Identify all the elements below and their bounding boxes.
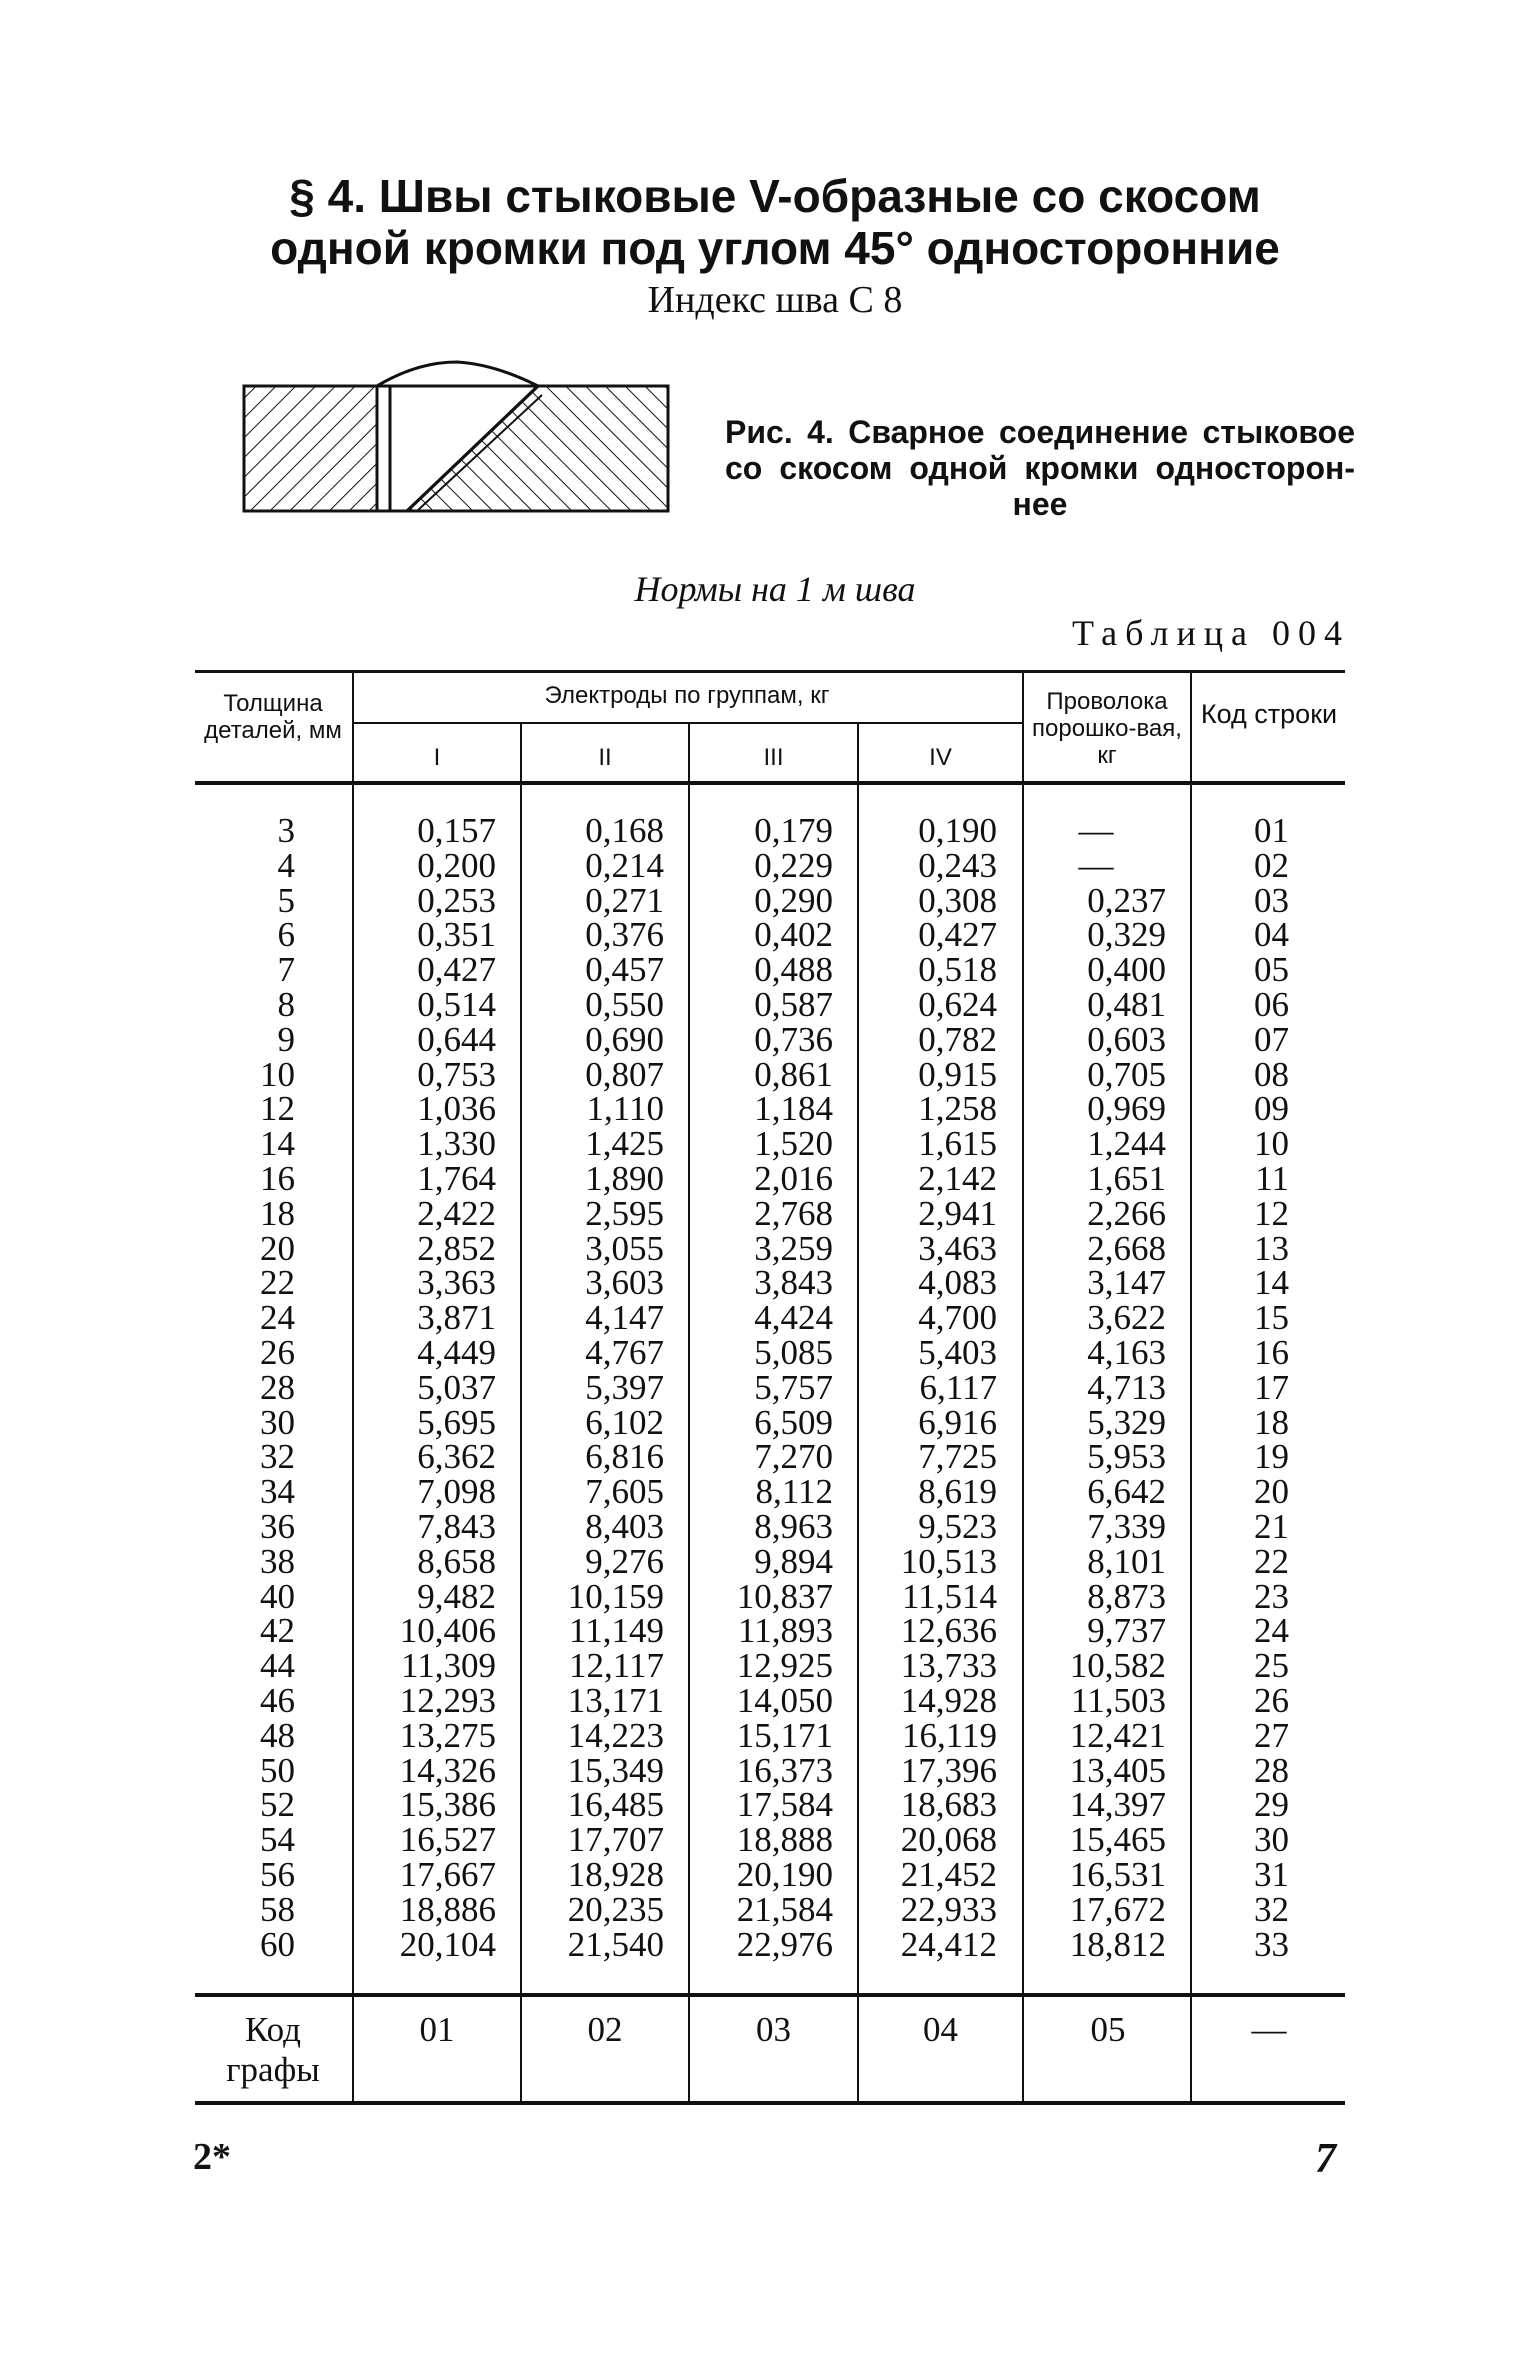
cell-wire: 7,339: [1087, 1506, 1166, 1546]
cell-row-code: 23: [1254, 1576, 1289, 1616]
cell-thickness: 54: [260, 1820, 295, 1860]
header-thickness: Толщина деталей, мм: [204, 690, 342, 744]
table-top-rule: [195, 670, 1345, 673]
header-group-I: I: [433, 744, 441, 771]
cell-row-code: 22: [1254, 1541, 1289, 1581]
cell-group-II: 0,550: [585, 984, 664, 1024]
cell-group-III: 16,373: [736, 1750, 833, 1790]
cell-group-I: 6,362: [417, 1437, 496, 1477]
cell-group-III: 8,112: [755, 1472, 833, 1512]
column-thickness: [200, 811, 295, 1964]
cell-group-III: 0,587: [754, 984, 833, 1024]
cell-row-code: 13: [1254, 1228, 1289, 1268]
cell-group-IV: 0,190: [918, 811, 997, 850]
cell-thickness: 42: [260, 1611, 295, 1651]
cell-group-I: 0,157: [417, 811, 496, 850]
caption-line-3: нее: [1012, 486, 1068, 522]
cell-group-II: 15,349: [567, 1750, 664, 1790]
table-bottom-rule: [195, 2101, 1345, 2105]
cell-row-code: 15: [1254, 1298, 1289, 1338]
cell-group-IV: 16,119: [902, 1715, 997, 1755]
cell-wire: —: [1078, 811, 1114, 850]
cell-group-II: 10,159: [567, 1576, 664, 1616]
cell-thickness: 7: [277, 950, 295, 990]
cell-group-IV: 0,518: [918, 950, 997, 990]
cell-group-II: 1,890: [585, 1158, 664, 1198]
cell-group-III: 14,050: [736, 1680, 833, 1720]
cell-group-II: 9,276: [585, 1541, 664, 1581]
cell-thickness: 56: [260, 1854, 295, 1894]
col-divider-6: [1190, 672, 1192, 2102]
header-group-II: II: [598, 744, 612, 771]
cell-group-II: 8,403: [585, 1506, 664, 1546]
cell-group-I: 12,293: [399, 1680, 496, 1720]
cell-row-code: 06: [1254, 984, 1289, 1024]
cell-group-III: 0,488: [754, 950, 833, 990]
cell-wire: 18,812: [1069, 1924, 1166, 1964]
cell-group-I: 0,427: [417, 950, 496, 990]
cell-row-code: 33: [1254, 1924, 1289, 1964]
cell-row-code: 11: [1255, 1158, 1289, 1198]
cell-group-III: 0,179: [754, 811, 833, 850]
cell-wire: 5,329: [1087, 1402, 1166, 1442]
cell-wire: 16,531: [1069, 1854, 1166, 1894]
cell-row-code: 14: [1254, 1263, 1289, 1303]
cell-group-I: 14,326: [399, 1750, 496, 1790]
cell-row-code: 31: [1254, 1854, 1289, 1894]
cell-thickness: 44: [260, 1646, 295, 1686]
cell-group-IV: 0,782: [918, 1019, 997, 1059]
cell-group-II: 12,117: [569, 1646, 664, 1686]
cell-group-III: 1,184: [754, 1089, 833, 1129]
cell-wire: 8,101: [1087, 1541, 1166, 1581]
cell-group-IV: 2,142: [918, 1158, 997, 1198]
cell-thickness: 5: [277, 880, 295, 920]
cell-group-II: 3,055: [585, 1228, 664, 1268]
cell-group-II: 0,690: [585, 1019, 664, 1059]
cell-group-III: 0,736: [754, 1019, 833, 1059]
heading-line-2: одной кромки под углом 45° односторонние: [270, 222, 1280, 274]
caption-line-1: Рис. 4. Сварное соединение стыковое: [725, 414, 1355, 450]
cell-group-I: 5,695: [417, 1402, 496, 1442]
header-group-IV: IV: [929, 744, 952, 771]
cell-group-IV: 8,619: [918, 1472, 997, 1512]
cell-group-IV: 9,523: [918, 1506, 997, 1546]
cell-thickness: 46: [260, 1680, 295, 1720]
cell-group-I: 2,422: [417, 1193, 496, 1233]
cell-group-I: 7,843: [417, 1506, 496, 1546]
weld-index: Индекс шва С 8: [647, 279, 903, 321]
cell-thickness: 8: [277, 984, 295, 1024]
cell-group-III: 17,584: [736, 1785, 833, 1825]
cell-wire: 0,237: [1087, 880, 1166, 920]
cell-row-code: 25: [1254, 1646, 1289, 1686]
footer-label-line-2: графы: [226, 2050, 320, 2089]
cell-group-I: 0,253: [417, 880, 496, 920]
cell-group-II: 0,271: [585, 880, 664, 920]
cell-wire: 5,953: [1087, 1437, 1166, 1477]
cell-group-II: 17,707: [567, 1820, 664, 1860]
cell-wire: 3,147: [1087, 1263, 1166, 1303]
cell-group-IV: 0,624: [918, 984, 997, 1024]
header-wire: Проволока порошко-вая, кг: [1032, 688, 1182, 769]
cell-group-I: 9,482: [417, 1576, 496, 1616]
cell-group-II: 0,214: [585, 845, 664, 885]
cell-group-IV: 10,513: [900, 1541, 997, 1581]
cell-group-IV: 5,403: [918, 1332, 997, 1372]
cell-wire: 3,622: [1087, 1298, 1166, 1338]
cell-wire: 13,405: [1069, 1750, 1166, 1790]
cell-thickness: 40: [260, 1576, 295, 1616]
footer-code-III: 03: [756, 2010, 791, 2049]
cell-group-IV: 0,308: [918, 880, 997, 920]
cell-thickness: 50: [260, 1750, 295, 1790]
cell-thickness: 22: [260, 1263, 295, 1303]
cell-group-I: 11,309: [401, 1646, 496, 1686]
cell-group-IV: 11,514: [902, 1576, 997, 1616]
cell-wire: 12,421: [1069, 1715, 1166, 1755]
cell-group-I: 20,104: [399, 1924, 496, 1964]
cell-row-code: 04: [1254, 915, 1289, 955]
cell-thickness: 12: [260, 1089, 295, 1129]
weld-joint-figure: [242, 360, 670, 515]
cell-wire: 2,668: [1087, 1228, 1166, 1268]
cell-group-IV: 3,463: [918, 1228, 997, 1268]
table-number: Таблица 004: [1072, 613, 1350, 653]
cell-thickness: 18: [260, 1193, 295, 1233]
cell-group-III: 3,259: [754, 1228, 833, 1268]
cell-wire: 1,244: [1087, 1124, 1166, 1164]
cell-group-I: 1,330: [417, 1124, 496, 1164]
cell-group-II: 4,147: [585, 1298, 664, 1338]
signature-mark: 2*: [193, 2136, 231, 2178]
cell-group-II: 0,168: [585, 811, 664, 850]
cell-group-IV: 17,396: [900, 1750, 997, 1790]
cell-thickness: 36: [260, 1506, 295, 1546]
cell-group-II: 16,485: [567, 1785, 664, 1825]
electrodes-subrule: [352, 722, 1022, 724]
cell-group-III: 21,584: [736, 1889, 833, 1929]
cell-thickness: 20: [260, 1228, 295, 1268]
cell-row-code: 21: [1254, 1506, 1289, 1546]
cell-wire: 6,642: [1087, 1472, 1166, 1512]
cell-group-III: 6,509: [754, 1402, 833, 1442]
cell-group-III: 7,270: [754, 1437, 833, 1477]
cell-group-IV: 6,117: [919, 1367, 997, 1407]
cell-group-II: 0,807: [585, 1054, 664, 1094]
cell-row-code: 10: [1254, 1124, 1289, 1164]
cell-thickness: 26: [260, 1332, 295, 1372]
caption-line-2: со скосом одной кромки односторон-: [725, 450, 1355, 486]
cell-group-IV: 24,412: [900, 1924, 997, 1964]
cell-wire: 1,651: [1087, 1158, 1166, 1198]
cell-group-III: 4,424: [754, 1298, 833, 1338]
cell-group-III: 2,016: [754, 1158, 833, 1198]
cell-wire: —: [1078, 845, 1114, 885]
cell-row-code: 02: [1254, 845, 1289, 885]
cell-group-I: 13,275: [399, 1715, 496, 1755]
cell-group-III: 0,229: [754, 845, 833, 885]
cell-group-III: 22,976: [736, 1924, 833, 1964]
cell-row-code: 01: [1254, 811, 1289, 850]
section-heading: [200, 170, 1350, 274]
cell-row-code: 08: [1254, 1054, 1289, 1094]
cell-thickness: 10: [260, 1054, 295, 1094]
cell-row-code: 16: [1254, 1332, 1289, 1372]
cell-group-I: 0,753: [417, 1054, 496, 1094]
cell-group-IV: 4,700: [918, 1298, 997, 1338]
cell-wire: 0,969: [1087, 1089, 1166, 1129]
cell-row-code: 03: [1254, 880, 1289, 920]
cell-wire: 14,397: [1069, 1785, 1166, 1825]
cell-wire: 17,672: [1069, 1889, 1166, 1929]
cell-group-I: 0,514: [417, 984, 496, 1024]
cell-group-II: 21,540: [567, 1924, 664, 1964]
cell-group-II: 0,457: [585, 950, 664, 990]
footer-code-wire: 05: [1090, 2010, 1126, 2049]
header-electrodes: Электроды по группам, кг: [544, 682, 830, 709]
cell-wire: 10,582: [1069, 1646, 1166, 1686]
header-group-III: III: [763, 744, 784, 771]
cell-group-I: 2,852: [417, 1228, 496, 1268]
cell-row-code: 18: [1254, 1402, 1289, 1442]
column-group-III: [690, 811, 833, 1964]
cell-group-III: 9,894: [754, 1541, 833, 1581]
cell-thickness: 58: [260, 1889, 295, 1929]
cell-group-III: 18,888: [736, 1820, 833, 1860]
cell-wire: 11,503: [1071, 1680, 1166, 1720]
cell-row-code: 29: [1254, 1785, 1289, 1825]
cell-group-III: 5,085: [754, 1332, 833, 1372]
cell-group-II: 7,605: [585, 1472, 664, 1512]
cell-group-IV: 1,258: [918, 1089, 997, 1129]
cell-wire: 4,713: [1087, 1367, 1166, 1407]
cell-row-code: 30: [1254, 1820, 1289, 1860]
cell-row-code: 19: [1254, 1437, 1289, 1477]
cell-group-I: 16,527: [399, 1820, 496, 1860]
cell-group-III: 0,290: [754, 880, 833, 920]
cell-row-code: 28: [1254, 1750, 1289, 1790]
cell-group-I: 0,351: [417, 915, 496, 955]
header-bottom-rule: [195, 781, 1345, 785]
footer-code-IV: 04: [923, 2010, 958, 2049]
footer-label-line-1: Код: [245, 2010, 301, 2049]
cell-thickness: 24: [260, 1298, 295, 1338]
cell-row-code: 24: [1254, 1611, 1289, 1651]
cell-thickness: 38: [260, 1541, 295, 1581]
cell-wire: 15,465: [1069, 1820, 1166, 1860]
cell-wire: 9,737: [1087, 1611, 1166, 1651]
cell-thickness: 16: [260, 1158, 295, 1198]
cell-group-III: 15,171: [736, 1715, 833, 1755]
cell-group-III: 0,402: [754, 915, 833, 955]
cell-group-IV: 2,941: [918, 1193, 997, 1233]
cell-group-II: 13,171: [567, 1680, 664, 1720]
cell-thickness: 32: [260, 1437, 295, 1477]
cell-group-IV: 21,452: [900, 1854, 997, 1894]
cell-group-II: 1,425: [585, 1124, 664, 1164]
footer-code-II: 02: [587, 2010, 623, 2049]
cell-group-III: 10,837: [736, 1576, 833, 1616]
cell-group-I: 15,386: [399, 1785, 496, 1825]
column-row-code: [1194, 811, 1289, 1964]
cell-group-I: 5,037: [417, 1367, 496, 1407]
col-divider-5: [1022, 672, 1024, 2102]
cell-group-II: 0,376: [585, 915, 664, 955]
cell-wire: 2,266: [1087, 1193, 1166, 1233]
cell-thickness: 3: [277, 811, 295, 850]
cell-wire: 0,329: [1087, 915, 1166, 955]
figure-caption: [725, 414, 1355, 522]
cell-thickness: 28: [260, 1367, 295, 1407]
cell-row-code: 05: [1254, 950, 1289, 990]
cell-group-I: 0,200: [417, 845, 496, 885]
cell-thickness: 30: [260, 1402, 295, 1442]
cell-thickness: 4: [277, 845, 295, 885]
cell-group-II: 1,110: [586, 1089, 664, 1129]
footer-top-rule: [195, 1993, 1345, 1997]
cell-wire: 0,400: [1087, 950, 1166, 990]
cell-group-I: 1,036: [417, 1089, 496, 1129]
cell-group-IV: 0,915: [918, 1054, 997, 1094]
cell-group-III: 20,190: [736, 1854, 833, 1894]
cell-group-I: 1,764: [417, 1158, 496, 1198]
cell-group-I: 8,658: [417, 1541, 496, 1581]
cell-group-IV: 7,725: [918, 1437, 997, 1477]
cell-group-IV: 14,928: [900, 1680, 997, 1720]
cell-group-IV: 13,733: [900, 1646, 997, 1686]
cell-thickness: 14: [260, 1124, 295, 1164]
cell-thickness: 9: [277, 1019, 295, 1059]
cell-thickness: 52: [260, 1785, 295, 1825]
cell-group-I: 3,363: [417, 1263, 496, 1303]
cell-group-II: 6,816: [585, 1437, 664, 1477]
cell-group-IV: 20,068: [900, 1820, 997, 1860]
cell-wire: 8,873: [1087, 1576, 1166, 1616]
cell-group-I: 17,667: [399, 1854, 496, 1894]
norms-title: Нормы на 1 м шва: [634, 569, 916, 609]
cell-row-code: 26: [1254, 1680, 1289, 1720]
page-number: 7: [1315, 2136, 1336, 2182]
cell-group-IV: 12,636: [900, 1611, 997, 1651]
footer-code-I: 01: [419, 2010, 455, 2049]
cell-group-III: 3,843: [754, 1263, 833, 1303]
cell-row-code: 32: [1254, 1889, 1289, 1929]
cell-group-III: 12,925: [736, 1646, 833, 1686]
cell-group-IV: 4,083: [918, 1263, 997, 1303]
cell-row-code: 07: [1254, 1019, 1289, 1059]
column-wire: [1026, 811, 1166, 1964]
cell-row-code: 20: [1254, 1472, 1289, 1512]
cell-wire: 0,705: [1087, 1054, 1166, 1094]
cell-group-II: 5,397: [585, 1367, 664, 1407]
cell-group-II: 2,595: [585, 1193, 664, 1233]
cell-row-code: 12: [1254, 1193, 1289, 1233]
cell-row-code: 09: [1254, 1089, 1289, 1129]
cell-thickness: 34: [260, 1472, 295, 1512]
cell-group-IV: 22,933: [900, 1889, 997, 1929]
cell-group-II: 20,235: [567, 1889, 664, 1929]
cell-group-III: 0,861: [754, 1054, 833, 1094]
cell-group-I: 18,886: [399, 1889, 496, 1929]
cell-group-I: 10,406: [399, 1611, 496, 1651]
heading-line-1: § 4. Швы стыковые V-образные со скосом: [289, 170, 1261, 222]
cell-thickness: 60: [260, 1924, 295, 1964]
cell-group-IV: 0,243: [918, 845, 997, 885]
cell-group-IV: 6,916: [918, 1402, 997, 1442]
cell-thickness: 48: [260, 1715, 295, 1755]
cell-group-II: 14,223: [567, 1715, 664, 1755]
cell-wire: 4,163: [1087, 1332, 1166, 1372]
cell-group-IV: 18,683: [900, 1785, 997, 1825]
column-group-IV: [859, 811, 997, 1964]
cell-group-II: 3,603: [585, 1263, 664, 1303]
cell-group-III: 8,963: [754, 1506, 833, 1546]
cell-group-III: 11,893: [738, 1611, 833, 1651]
cell-wire: 0,481: [1087, 984, 1166, 1024]
cell-group-I: 4,449: [417, 1332, 496, 1372]
cell-group-I: 7,098: [417, 1472, 496, 1512]
cell-row-code: 17: [1254, 1367, 1289, 1407]
cell-group-I: 3,871: [417, 1298, 496, 1338]
footer-code-row: —: [1251, 2010, 1287, 2049]
cell-wire: 0,603: [1087, 1019, 1166, 1059]
column-group-II: [522, 811, 664, 1964]
cell-group-III: 1,520: [754, 1124, 833, 1164]
cell-group-II: 4,767: [585, 1332, 664, 1372]
cell-group-IV: 1,615: [918, 1124, 997, 1164]
footer-label: [198, 2010, 348, 2090]
cell-group-II: 11,149: [569, 1611, 664, 1651]
cell-group-III: 5,757: [754, 1367, 833, 1407]
cell-group-IV: 0,427: [918, 915, 997, 955]
column-group-I: [354, 811, 496, 1964]
cell-row-code: 27: [1254, 1715, 1289, 1755]
cell-group-II: 18,928: [567, 1854, 664, 1894]
cell-group-III: 2,768: [754, 1193, 833, 1233]
cell-thickness: 6: [277, 915, 295, 955]
header-row-code: Код строки: [1200, 699, 1338, 729]
cell-group-II: 6,102: [585, 1402, 664, 1442]
cell-group-I: 0,644: [417, 1019, 496, 1059]
